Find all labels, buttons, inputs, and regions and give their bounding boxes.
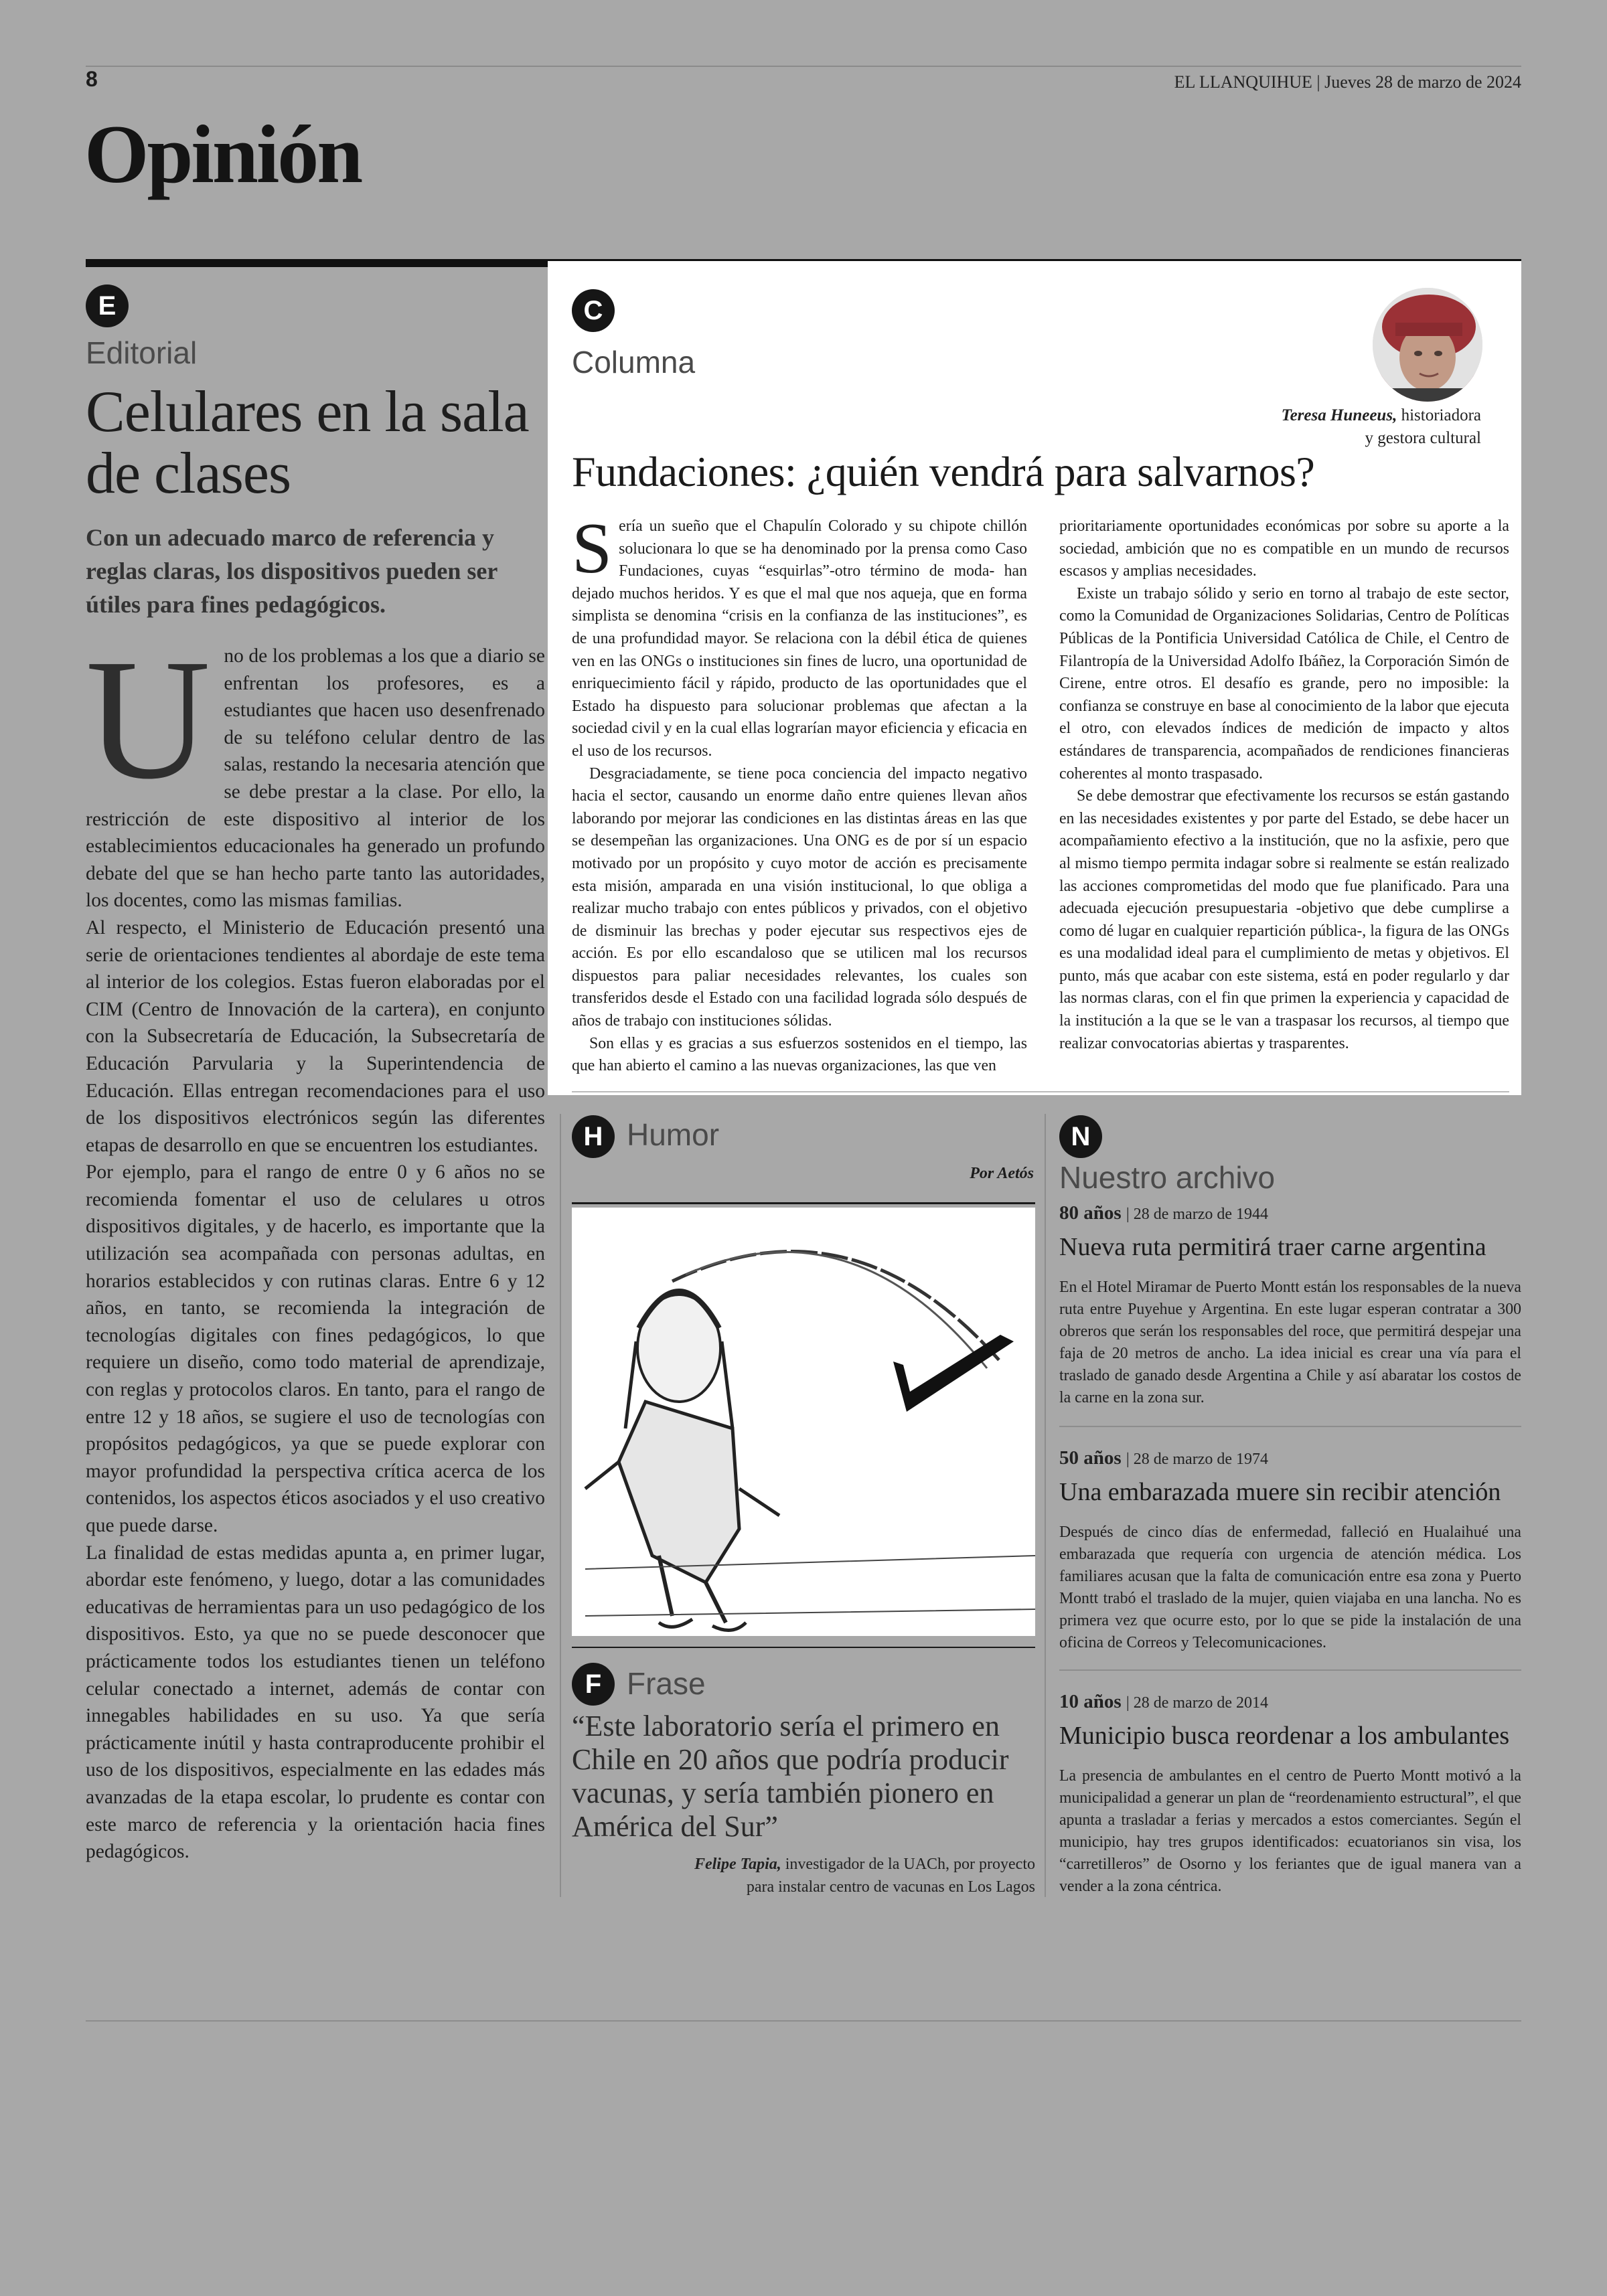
editorial-subtitle: Con un adecuado marco de referencia y reglas claras, los dispositivos pueden ser útiles para fines pedagógicos. [86,524,498,618]
archivo-text: En el Hotel Miramar de Puerto Montt están los responsables de la nueva ruta entre Puyehue y Argentina. En este lugar esperan contratar a 300 obreros que serán los responsables del roce, que permitirá despejar una faja de 20 metros de ancho. La idea inicial es crear una vía para el traslado de ganado desde Argentina a Chile y así abaratar los costos de la carne en la zona sur. [1059,1279,1521,1406]
archivo-divider [1059,1669,1521,1671]
column-paragraph: Son ellas y es gracias a sus esfuerzos sostenidos en el tiempo, las que han abierto el camino a las nuevas organizaciones, las que ven [572,1034,1027,1075]
column-kicker: Columna [572,345,696,380]
archivo-years: 80 años [1059,1202,1122,1224]
humor-badge: H [572,1115,615,1158]
column-paragraph: Se debe demostrar que efectivamente los recursos se están gastando en las necesidades existentes y por parte del Estado, se debe hacer un acompañamiento efectivo a la institución, que no la asfixie, pero que al mismo tiempo permita indagar sobre si realmente se están realizado las acciones comprometidas del modo que fue planificado. Para una adecuada ejecución presupuestaria -objetivo que debe cumplirse a como dé lugar en cualquier repartición pública-, la figura de las ONGs es una modalidad ideal para el cumplimiento de metas y objetivos. El punto, más que acabar con este sistema, está en poder regularlo y dar las normas claras, con el fin que primen la experiencia y capacidad de la institución a la que se le van a traspasar los recursos, al tiempo que realizar convocatorias abiertas y trasparentes. [1059,787,1509,1052]
editorial-paragraph: no de los problemas a los que a diario se enfrentan los profesores, es a estudiantes que hacen uso desenfrenado de su teléfono celular dentro de las salas, restando la necesaria atención que se debe prestar a la clase. Por ello, la restricción de este dispositivo al interior de los establecimientos educacionales ha generado un profundo debate del que se han hecho parte tanto las autoridades, los docentes, como las mismas familias. [86,645,545,912]
column-dropcap: S [572,509,613,588]
author-role: historiadora [1401,406,1481,424]
humor-cartoon [572,1208,1035,1636]
frase-source-name: Felipe Tapia, [694,1856,781,1873]
author-photo-illustration [1373,288,1482,402]
archivo-years: 50 años [1059,1447,1122,1469]
frase-badge: F [572,1663,615,1706]
archivo-years: 10 años [1059,1691,1122,1712]
archivo-date: | 28 de marzo de 1974 [1126,1451,1268,1468]
cartoon-bottom-rule [572,1647,1035,1648]
archivo-text: Después de cinco días de enfermedad, falleció en Hualaihué una embarazada que requería con urgencia de atención médica. Los familiares acusan que la falta de comunicación entre esa zona y Puerto Montt trabó el traslado de la mujer, quien viajaba en una lancha. No es primera vez que ocurre esto, por lo que se pide la instalación de una oficina de Correos y Telecomunicaciones. [1059,1524,1521,1651]
editorial-paragraph: La finalidad de estas medidas apunta a, en primer lugar, abordar este fenómeno, y luego, dotar a las comunidades educativas de herramientas para un uso pedagógico de los dispositivos. Esto, ya que no se puede desconocer que prácticamente todos los estudiantes tienen un teléfono celular conectado a internet, además de contar con innegables habilidades en su uso. Ya que sería prácticamente inútil y hasta contraproducente prohibir el uso de los dispositivos, especialmente en las edades más avanzadas de la etapa escolar, lo prudente es contar con este marco de referencia y la orientación hacia fines pedagógicos. [86,1542,545,1863]
frase-quote: “Este laboratorio sería el primero en Chile en 20 años que podría producir vacunas, y sería también pionero en América del Sur” [572,1710,1009,1843]
column-paragraph: Desgraciadamente, se tiene poca conciencia del impacto negativo hacia el sector, causando un enorme daño entre quienes llevan años laborando por mejorar las condiciones en las distintas áreas en las que se desempeñan las organizaciones. Una ONG es de por sí un espacio motivado por un propósito y cuyo motor de acción es precisamente esta misión, amparada en una visión institucional, lo que obliga a realizar mucho trabajo con entes públicos y privados, con el objetivo de disminuir las brechas y poder ejecutar sus respectivos ejes de acción. Es por ello escandaloso que se utilicen mal los recursos dispuestos para paliar necesidades relevantes, los cuales son transferidos desde el Estado con una facilidad lograda sólo después de años de trabajo con instituciones sólidas. [572,764,1027,1030]
frase-source [572,1853,1035,1898]
editorial-title: Celulares en la sala de clases [86,380,529,506]
editorial-paragraph: Por ejemplo, para el rango de entre 0 y 6 años no se recomienda fomentar el uso de celulares u otros dispositivos digitales, y de hacerlo, es importante que la utilización sea acompañada con personas adultas, en horarios establecidos y con rutinas claras. Entre 6 y 12 años, en tanto, se recomienda la integración de tecnologías digitales con fines pedagógicos, lo que requiere un diseño, como todo material de aprendizaje, con reglas y protocolos claros. En tanto, para el rango de entre 12 y 18 años, se sugiere el uso de tecnologías con propósitos pedagógicos, ya que se puede explorar con mayor profundidad la perspectiva crítica acerca de los contenidos, los aspectos éticos asociados y el uso creativo que puede darse. [86,1161,545,1536]
masthead: EL LLANQUIHUE | Jueves 28 de marzo de 2024 [1174,72,1521,92]
archivo-item [1059,1447,1521,1654]
column-title: Fundaciones: ¿quién vendrá para salvarnos? [572,448,1315,495]
bottom-rule [86,2020,1521,2022]
archivo-headline: Una embarazada muere sin recibir atención [1059,1478,1501,1506]
cartoon-top-rule [572,1202,1035,1204]
archivo-item [1059,1691,1521,1898]
column-badge: C [572,289,615,332]
archivo-item [1059,1202,1521,1409]
column-left-text [572,509,1027,1078]
archivo-kicker: Nuestro archivo [1059,1160,1276,1195]
author-name: Teresa Huneeus, [1281,406,1397,424]
column-paragraph: Existe un trabajo sólido y serio en torno al trabajo de este sector, como la Comunidad de Organizaciones Solidarias, Centro de Políticas Públicas de la Pontificia Universidad Católica de Chile, el Centro de Filantropía de la Universidad Adolfo Ibáñez, la Corporación Simón de Cirene, entre otros. El desafío es grande, pero no imposible: la confianza se construye en base al conocimiento de la labor que ejecuta el otro, con elevados índices de medición de impacto y altos estándares de transparencia, acompañados de rendiciones financieras coherentes al monto traspasado. [1059,584,1509,783]
archivo-text: La presencia de ambulantes en el centro de Puerto Montt motivó a la municipalidad a generar un plan de “reordenamiento estructural”, el que apunta a trasladar a ferias y mercados a estos comerciantes. Según el municipio, hay tres grupos identificados: ecuatorianos sin visa, los “carretilleros” de Osorno y los feriantes que de igual manera van a vender a la zona céntrica. [1059,1767,1521,1895]
archivo-divider [1059,1426,1521,1427]
top-rule [86,66,1521,67]
editorial-paragraph: Al respecto, el Ministerio de Educación presentó una serie de orientaciones tendientes al abordaje de este tema al interior de los colegios. Estas fueron elaboradas por el CIM (Centro de Innovación de la cartera), en conjunto con la Subsecretaría de Educación, la Subsecretaría de Educación Parvularia y la Superintendencia de Educación. Ellas entregan recomendaciones para el uso de los dispositivos electrónicos según las diferentes etapas de desarrollo en que se encuentren los estudiantes. [86,916,545,1156]
archivo-headline: Nueva ruta permitirá traer carne argentina [1059,1233,1486,1261]
page-number: 8 [86,67,98,91]
editorial-badge: E [86,284,129,327]
editorial-dropcap: U [86,623,211,815]
humor-kicker: Humor [627,1117,720,1152]
column-divider [560,1114,561,1897]
author-role: y gestora cultural [1365,429,1481,447]
column-divider [1045,1114,1046,1897]
archivo-date: | 28 de marzo de 1944 [1126,1206,1268,1223]
archivo-date: | 28 de marzo de 2014 [1126,1694,1268,1712]
frase-source-detail: investigador de la UACh, por proyecto [785,1856,1035,1873]
humor-byline: Por Aetós [970,1165,1034,1182]
column-paragraph: ería un sueño que el Chapulín Colorado y su chipote chillón solucionara lo que se ha denominado por la prensa como Caso Fundaciones, cuyas “esquirlas”-otro término de moda- han dejado muchos heridos. Y es que el mal que nos aqueja, que en forma simplista se denomina “crisis en la confianza de las instituciones”, es de una profundidad mayor. Se relaciona con la débil ética de quienes ven en las ONGs o instituciones sin fines de lucro, una oportunidad de enriquecimiento fácil y rápido, producto de las oportunidades que el Estado ha dispuesto para solucionar problemas que afectan a la sociedad civil y en la cual ellas lograrían mayor eficiencia y eficacia en el uso de los recursos. [572,517,1027,760]
column-paragraph: prioritariamente oportunidades económicas por sobre su aporte a la sociedad, ambición que no es compatible en un mundo de recursos escasos y amplias necesidades. [1059,517,1509,580]
frase-source-detail: para instalar centro de vacunas en Los Lagos [746,1878,1035,1896]
archivo-badge: N [1059,1115,1102,1158]
column-box [548,261,1521,1095]
archivo-headline: Municipio busca reordenar a los ambulantes [1059,1722,1510,1750]
section-title: Opinión [84,108,362,200]
column-right-text [1059,515,1509,1055]
column-bottom-rule [572,1091,1509,1092]
editorial-body [86,623,545,1866]
author-photo [1373,288,1482,402]
editorial-kicker: Editorial [86,335,198,370]
frase-kicker: Frase [627,1666,706,1701]
author-credit [1213,404,1481,450]
